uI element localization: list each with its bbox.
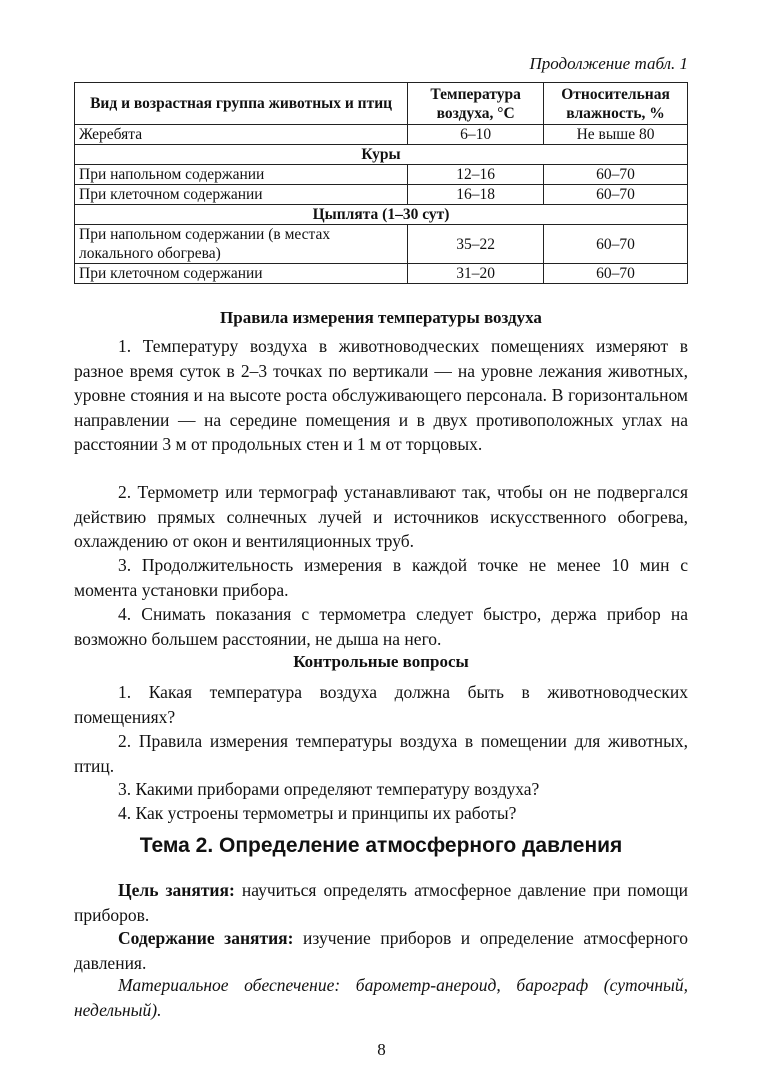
questions-heading: Контрольные вопросы — [293, 652, 469, 671]
question-item: 3. Какими приборами определяют температуру воздуха? — [118, 779, 540, 799]
table-row — [75, 125, 688, 145]
table-cell: 60–70 — [544, 165, 688, 185]
table-cell: 60–70 — [544, 264, 688, 284]
goal-paragraph — [74, 878, 688, 927]
table-cell: 60–70 — [544, 225, 688, 264]
table-cell: При клеточном содержании — [75, 185, 408, 205]
content-paragraph — [74, 926, 688, 975]
table-cell: 6–10 — [408, 125, 544, 145]
table-cell: Не выше 80 — [544, 125, 688, 145]
goal-label: Цель занятия: — [118, 880, 235, 900]
table-cell: Жеребята — [75, 125, 408, 145]
table-header-row — [75, 83, 688, 125]
rule-paragraph: 3. Продолжительность измерения в каждой точке не менее 10 мин с момента установки прибора. — [74, 555, 688, 600]
table-cell: 31–20 — [408, 264, 544, 284]
table-row — [75, 185, 688, 205]
column-header: Температура воздуха, °С — [408, 83, 544, 125]
table-row — [75, 225, 688, 264]
table-cell: При напольном содержании (в местах локального обогрева) — [75, 225, 408, 264]
table-group-row — [75, 205, 688, 225]
table-continuation-note: Продолжение табл. 1 — [529, 54, 688, 73]
table-group-label: Куры — [75, 145, 688, 165]
table-row — [75, 264, 688, 284]
question-item: 4. Как устроены термометры и принципы их работы? — [118, 803, 517, 823]
column-header: Вид и возрастная группа животных и птиц — [75, 83, 408, 125]
page-number: 8 — [377, 1040, 386, 1059]
question-item: 1. Какая температура воздуха должна быть в животноводческих помещениях? — [74, 682, 688, 727]
rule-paragraph: 2. Термометр или термограф устанавливают так, чтобы он не подвергался действию прямых солнечных лучей и источников искусственного обогрева, охлаждению от окон и вентиляционных труб. — [74, 482, 688, 551]
rules-heading: Правила измерения температуры воздуха — [220, 308, 542, 327]
rule-paragraph: 4. Снимать показания с термометра следует быстро, держа прибор на возможно большем расстоянии, не дыша на него. — [74, 604, 688, 649]
content-label: Содержание занятия: — [118, 928, 294, 948]
theme-title: Тема 2. Определение атмосферного давления — [139, 834, 623, 857]
table-row — [75, 165, 688, 185]
table-cell: 16–18 — [408, 185, 544, 205]
goal-text: научиться определять атмосферное давление при помощи приборов. — [74, 880, 689, 925]
table-cell: 35–22 — [408, 225, 544, 264]
content-text: изучение приборов и определение атмосферного давления. — [74, 928, 689, 973]
table-cell: 12–16 — [408, 165, 544, 185]
rule-paragraph: 1. Температуру воздуха в животноводческих помещениях измеряют в разное время суток в 2–3 точках по вертикали — на уровне лежания животных, уровне стояния и на высоте роста обслуживающего персонала. В горизонтальном направлении — на середине помещения и в двух противоположных углах на расстоянии 3 м от продольных стен и 1 м от торцовых. — [74, 336, 688, 454]
table-cell: При напольном содержании — [75, 165, 408, 185]
column-header: Относительная влажность, % — [544, 83, 688, 125]
table-group-row — [75, 145, 688, 165]
table-cell: 60–70 — [544, 185, 688, 205]
question-item: 2. Правила измерения температуры воздуха в помещении для животных, птиц. — [74, 731, 688, 776]
table-group-label: Цыплята (1–30 сут) — [75, 205, 688, 225]
materials-paragraph: Материальное обеспечение: барометр-анероид, барограф (суточный, недельный). — [74, 975, 688, 1020]
table-cell: При клеточном содержании — [75, 264, 408, 284]
temperature-humidity-table — [74, 82, 688, 284]
